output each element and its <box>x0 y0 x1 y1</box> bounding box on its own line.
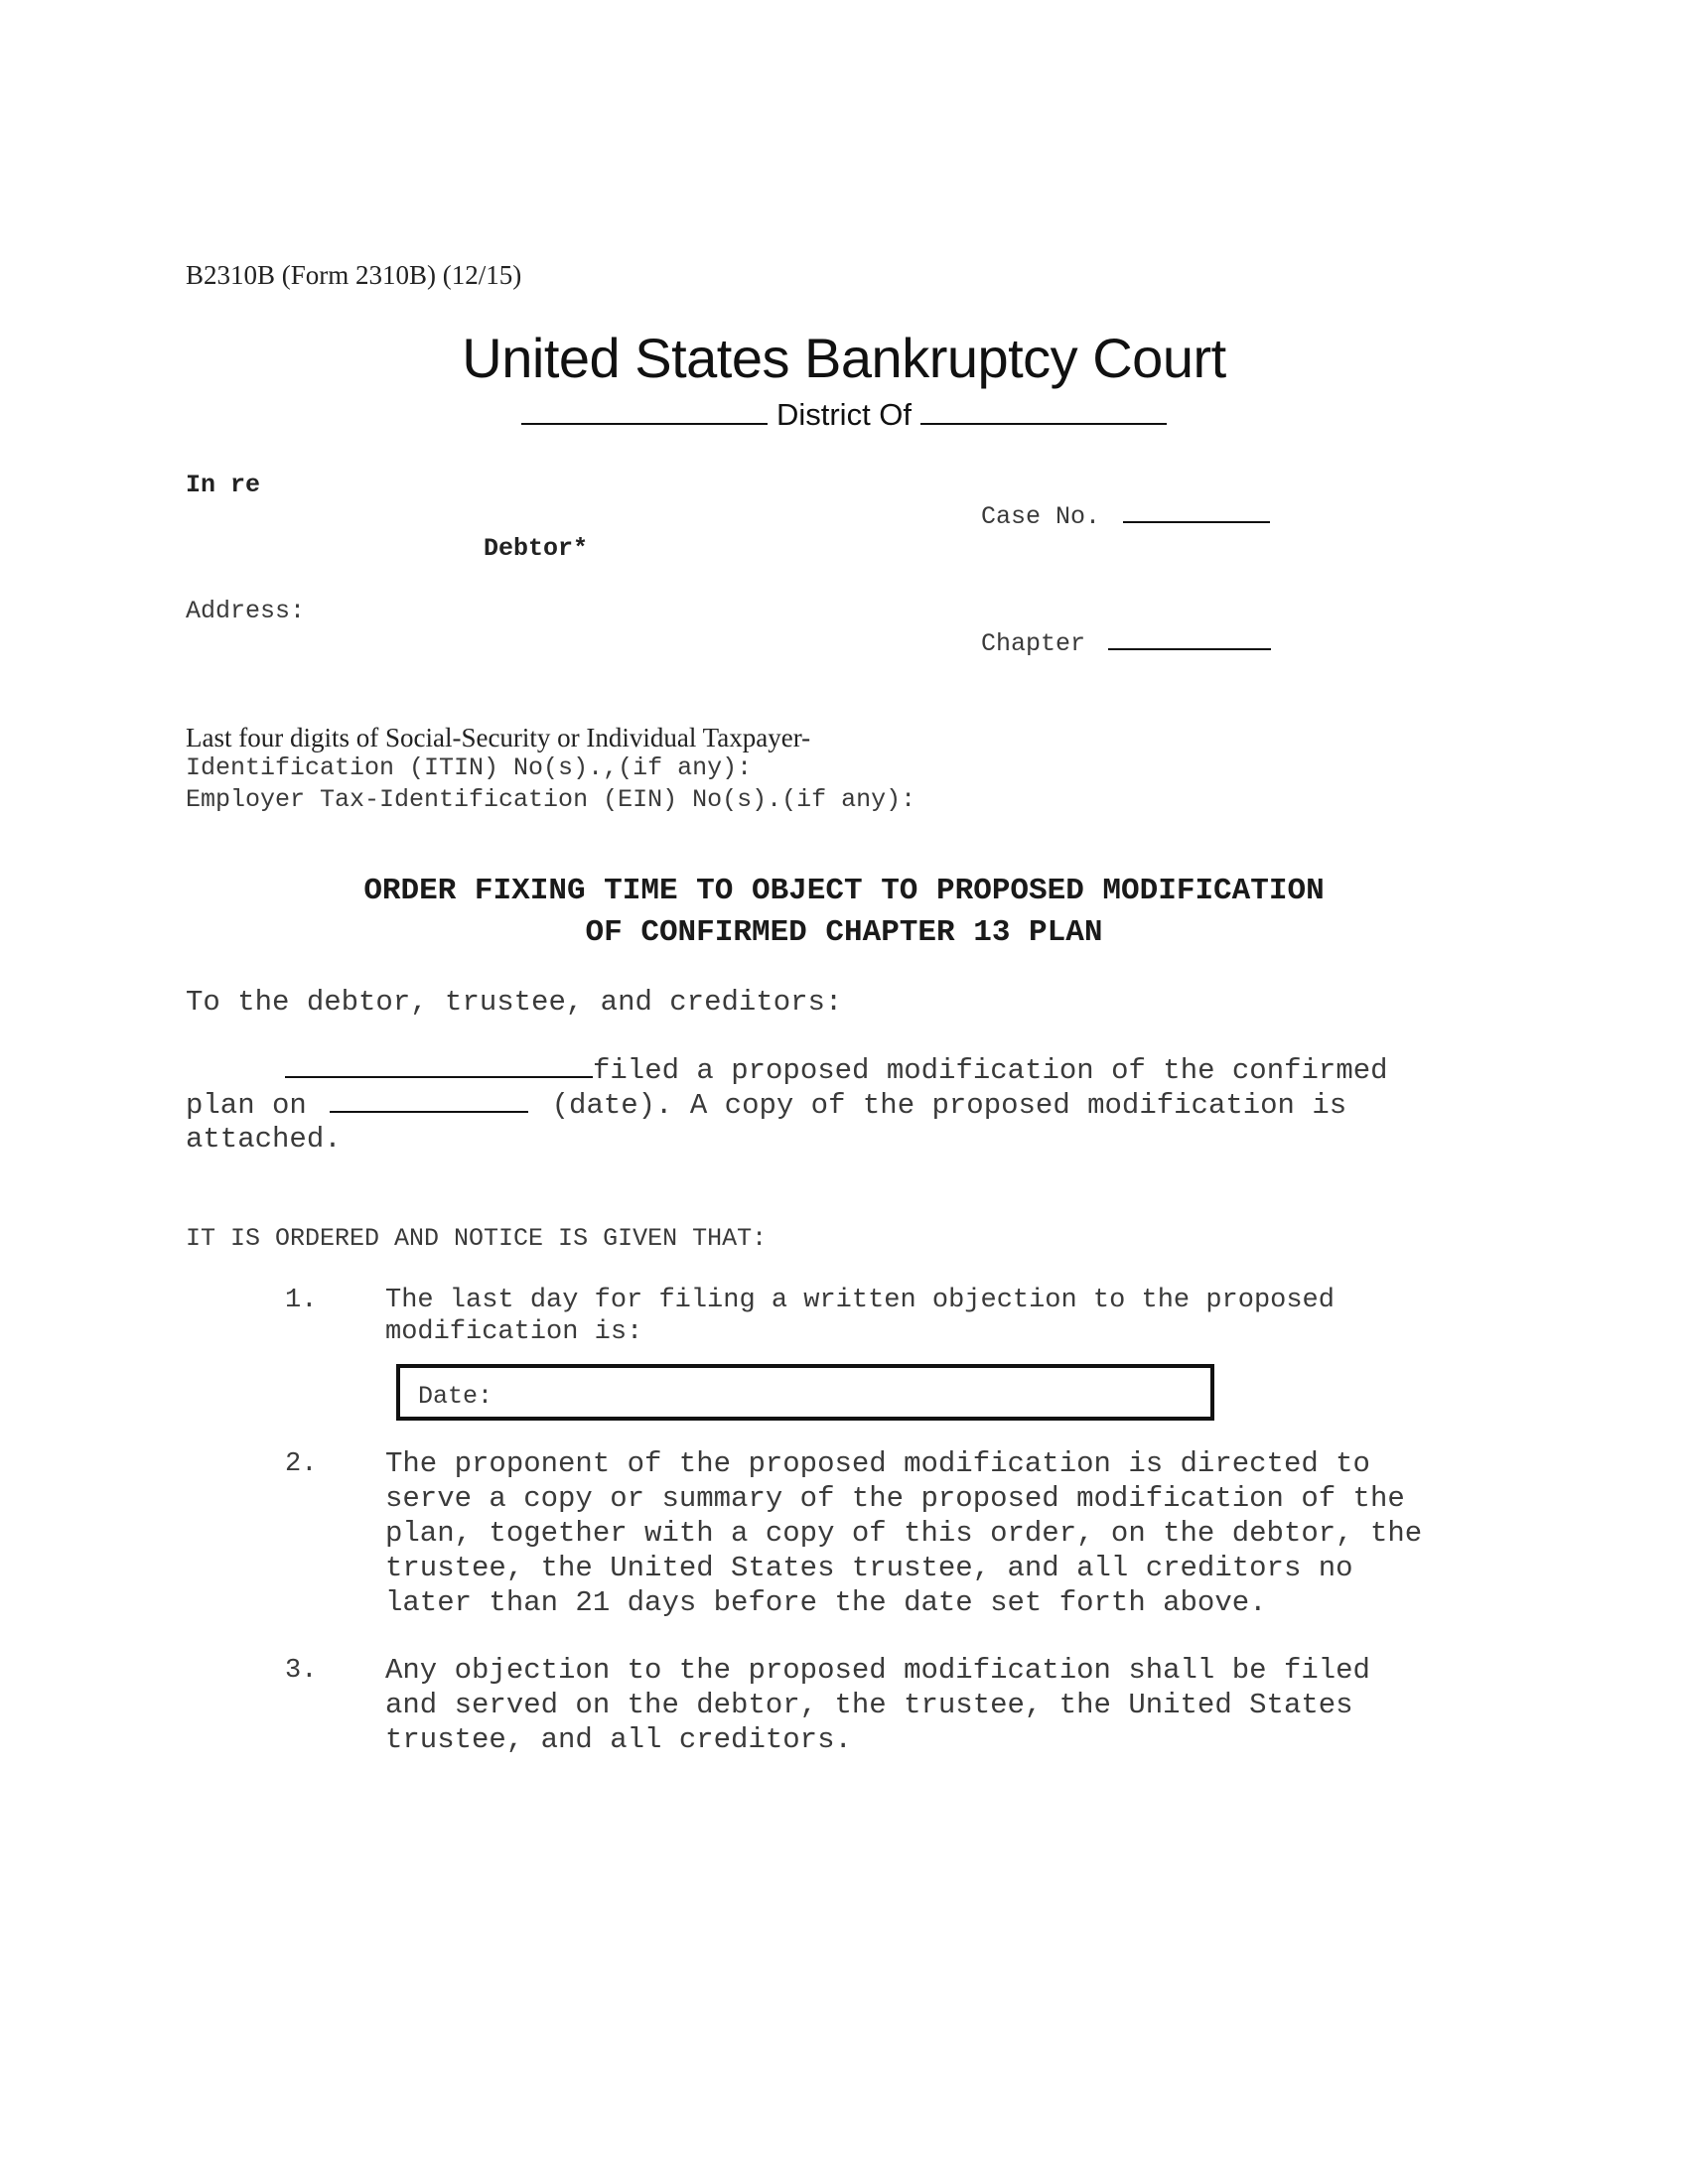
form-identifier: B2310B (Form 2310B) (12/15) <box>186 260 522 290</box>
in-re-label: In re <box>186 471 261 499</box>
item-3-line: trustee, and all creditors. <box>385 1723 852 1756</box>
item-2-line: The proponent of the proposed modification is directed to <box>385 1447 1370 1480</box>
case-no-blank[interactable] <box>1123 519 1270 523</box>
court-title: United States Bankruptcy Court <box>462 327 1226 389</box>
item-2-line: trustee, the United States trustee, and all creditors no <box>385 1552 1353 1584</box>
filed-line-2 <box>186 1089 1346 1122</box>
filed-line-3: attached. <box>186 1123 342 1156</box>
chapter-blank[interactable] <box>1108 646 1271 650</box>
chapter-label: Chapter <box>981 629 1086 658</box>
address-label: Address: <box>186 597 306 625</box>
district-blank-right[interactable] <box>920 421 1167 425</box>
ssn-line-2: Identification (ITIN) No(s).,(if any): <box>186 753 753 782</box>
filed-text-2b: (date). A copy of the proposed modification is <box>551 1089 1347 1122</box>
item-number: 3. <box>285 1656 318 1686</box>
case-no-label: Case No. <box>981 502 1101 531</box>
item-3-line: Any objection to the proposed modification shall be filed <box>385 1654 1370 1687</box>
debtor-label: Debtor* <box>484 534 589 563</box>
ein-line: Employer Tax-Identification (EIN) No(s).(if any): <box>186 785 916 814</box>
order-heading-line-2: OF CONFIRMED CHAPTER 13 PLAN <box>585 915 1103 950</box>
chapter-field <box>981 629 1271 658</box>
filer-name-blank[interactable] <box>285 1074 593 1078</box>
ordered-heading: IT IS ORDERED AND NOTICE IS GIVEN THAT: <box>186 1224 768 1253</box>
objection-date-box[interactable] <box>396 1364 1214 1421</box>
item-1-line: The last day for filing a written objection to the proposed <box>385 1286 1335 1315</box>
item-1-line: modification is: <box>385 1317 643 1347</box>
district-line <box>0 397 1688 433</box>
district-label: District Of <box>775 397 913 432</box>
item-number: 1. <box>285 1286 318 1315</box>
filed-text-1: filed a proposed modification of the confirmed <box>593 1054 1388 1087</box>
item-number: 2. <box>285 1449 318 1479</box>
district-blank-left[interactable] <box>521 421 768 425</box>
item-2-line: plan, together with a copy of this order, on the debtor, the <box>385 1517 1423 1550</box>
case-no-field <box>981 502 1270 531</box>
item-3-line: and served on the debtor, the trustee, the United States <box>385 1689 1353 1721</box>
order-heading-line-1: ORDER FIXING TIME TO OBJECT TO PROPOSED MODIFICATION <box>363 874 1325 908</box>
filing-date-blank[interactable] <box>330 1109 528 1113</box>
item-2-line: serve a copy or summary of the proposed modification of the <box>385 1482 1405 1515</box>
filed-text-2a: plan on <box>186 1089 307 1122</box>
item-2-line: later than 21 days before the date set forth above. <box>385 1586 1267 1619</box>
salutation: To the debtor, trustee, and creditors: <box>186 986 843 1019</box>
ssn-line-1: Last four digits of Social-Security or Individual Taxpayer- <box>186 723 811 752</box>
filed-line-1 <box>285 1054 1388 1087</box>
date-box-label: Date: <box>418 1382 493 1411</box>
